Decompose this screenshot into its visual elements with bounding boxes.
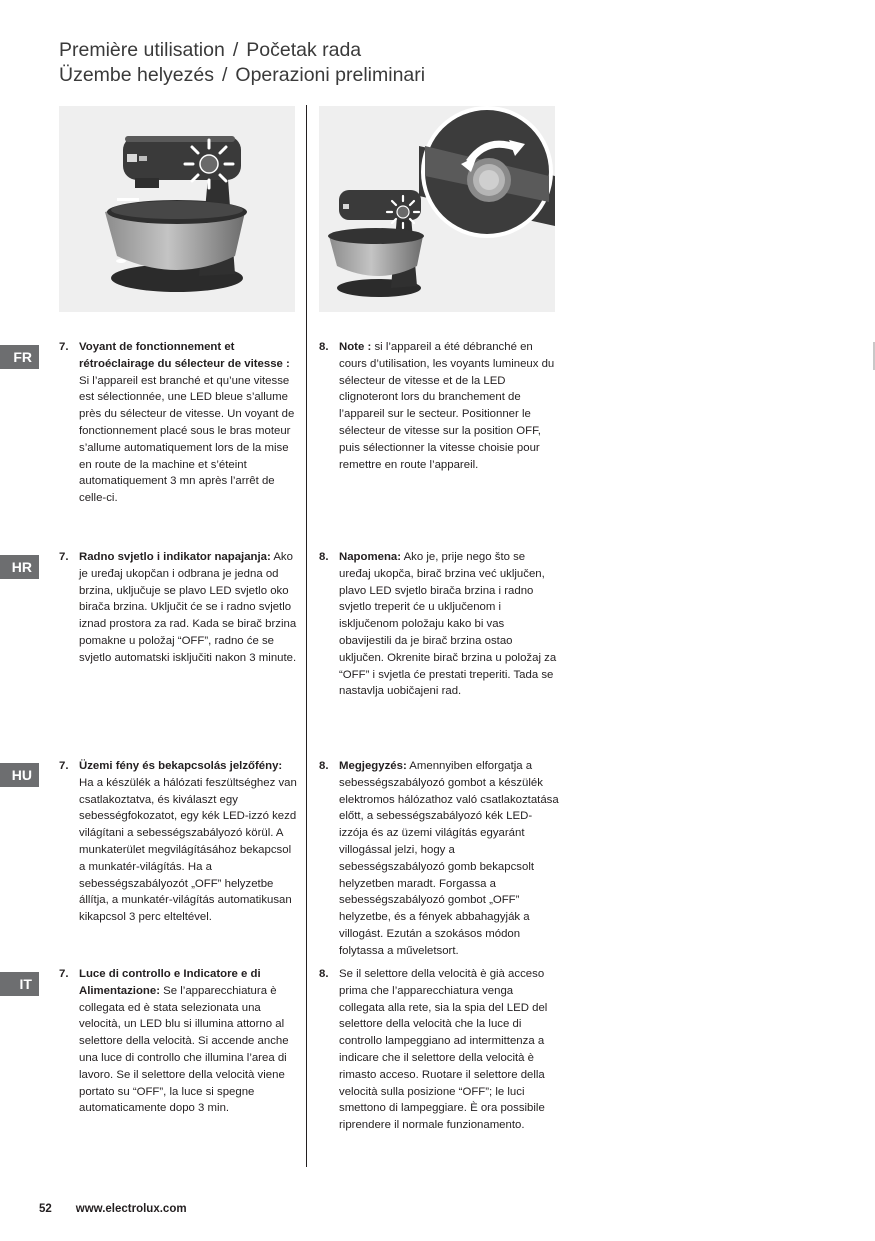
figure-mixer-light xyxy=(59,106,295,312)
item-body: si l’appareil a été débranché en cours d’utilisation, les voyants lumineux du sélecteur de vitesse et de la LED clignoteront lors du branchement de l’appareil sur le secteur. Positionner le sélecteur de vitesse sur la position OFF, puis sélectionner la vitesse choisie pour remettre en route l’appareil. xyxy=(339,341,555,471)
header-it-title: Operazioni preliminari xyxy=(235,64,426,86)
it-item-7 xyxy=(59,966,299,1117)
header-line-1 xyxy=(59,38,425,63)
item-body: Si l’appareil est branché et qu’une vitesse est sélectionnée, une LED bleue s’allume près du sélecteur de vitesse. Un voyant de fonctionnement placé sous le bras moteur s’allume automatiquement lors de la mise en route de la machine et s’éteint automatiquement 3 mn après l’arrêt de celle-ci. xyxy=(79,374,295,505)
header-line-2 xyxy=(59,63,425,88)
header-separator: / xyxy=(232,39,239,61)
item-body: Ako je uređaj ukopčan i odbrana je jedna od brzina, uključuje se plavo LED svjetlo oko birača brzina. Uključit će se i radno svjetlo iznad prostora za rad. Kada se birač brzina pomakne u položaj “OFF”, radno će se svjetlo automatski isključiti nakon 3 minute. xyxy=(79,551,297,664)
hu-item-8 xyxy=(319,758,559,960)
item-number: 7. xyxy=(59,760,69,772)
item-title: Voyant de fonctionnement et rétroéclairage du sélecteur de vitesse : xyxy=(79,341,290,370)
item-title: Napomena: xyxy=(339,551,402,563)
item-body: Se il selettore della velocità è già acceso prima che l’apparecchiatura venga collegata alla rete, sia la spia del LED del selettore della velocità che la luce di controllo lampeggiano ad intermittenza a indicare che il selettore della velocità è rimasto acceso. Ruotare il selettore della velocità sulla posizione “OFF”; le luci smettono di lampeggiare. È ora possibile riprendere il normale funzionamento. xyxy=(339,968,548,1132)
lang-tab-it: IT xyxy=(0,972,39,996)
header-hu-title: Üzembe helyezés xyxy=(59,64,214,86)
header-fr-title: Première utilisation xyxy=(59,39,225,61)
stand-mixer-light-illustration-icon xyxy=(59,106,295,312)
item-number: 7. xyxy=(59,968,69,980)
hu-item-7 xyxy=(59,758,299,926)
item-body: Ako je, prije nego što se uređaj ukopča, birač brzina već uključen, plavo LED svjetlo birača brzina i radno svjetlo treperit će u uključenom i isključenom položaju kako bi vas obavijestili da je birač brzina ostao uključen. Okrenite birač brzina u položaj za “OFF” i svjetla će prestati treperiti. Tada se nastavlja uobičajeni rad. xyxy=(339,551,557,698)
page-number: 52 xyxy=(39,1203,52,1215)
item-number: 8. xyxy=(319,551,329,563)
page-footer xyxy=(39,1203,187,1215)
item-title: Luce di controllo e Indicatore e di Alimentazione: xyxy=(79,968,261,997)
item-number: 8. xyxy=(319,968,329,980)
lang-tab-hr: HR xyxy=(0,555,39,579)
lang-tab-hu: HU xyxy=(0,763,39,787)
item-title: Megjegyzés: xyxy=(339,760,407,772)
page-header xyxy=(59,38,425,88)
item-title: Note : xyxy=(339,341,372,353)
header-hr-title: Početak rada xyxy=(246,39,362,61)
lang-tab-fr: FR xyxy=(0,345,39,369)
item-number: 7. xyxy=(59,341,69,353)
it-item-8 xyxy=(319,966,559,1134)
hr-item-8 xyxy=(319,549,559,700)
website-link[interactable]: www.electrolux.com xyxy=(75,1203,187,1215)
header-separator: / xyxy=(222,64,228,86)
item-title: Üzemi fény és bekapcsolás jelzőfény: xyxy=(79,760,283,772)
fr-item-8 xyxy=(319,339,559,473)
stand-mixer-speed-knob-rotate-illustration-icon xyxy=(319,106,555,312)
figure-mixer-knob xyxy=(319,106,555,312)
item-number: 7. xyxy=(59,551,69,563)
item-number: 8. xyxy=(319,341,329,353)
item-body: Se l’apparecchiatura è collegata ed è stata selezionata una velocità, un LED blu si illumina attorno al selettore della velocità. Si accende anche una luce di controllo che illumina l’area di lavoro. Se il selettore della velocità viene portato su “OFF”, la luce si spegne automaticamente dopo 3 min. xyxy=(79,984,289,1115)
hr-item-7 xyxy=(59,549,299,667)
item-body: Ha a készülék a hálózati feszültséghez van csatlakoztatva, és kiválaszt egy sebességfokozatot, egy kék LED-izzó kezd világítani a sebességszabályozó körül. A munkaterület megvilágításához bekapcsol a munkatér-világítás. Ha a sebességszabályozót „OFF” helyzetbe állítja, a munkatér-világítás automatikusan kikapcsol 3 perc elteltével. xyxy=(79,776,297,924)
item-title: Radno svjetlo i indikator napajanja: xyxy=(79,551,271,563)
item-number: 8. xyxy=(319,760,329,772)
column-divider xyxy=(306,105,307,1167)
item-body: Amennyiben elforgatja a sebességszabályozó gombot a készülék elektromos hálózathoz való csatlakoztatása előtt, a sebességszabályozó kék LED-izzója és az üzemi világítás egyaránt villogással jelzi, hogy a sebességszabályozó gomb bekapcsolt helyzetben maradt. Forgassa a sebességszabályozó gombot „OFF” helyzetbe, és a fények abbahagyják a villogást. Ezután a szokásos módon folytassa a műveletsort. xyxy=(339,760,559,957)
fr-item-7 xyxy=(59,339,299,507)
